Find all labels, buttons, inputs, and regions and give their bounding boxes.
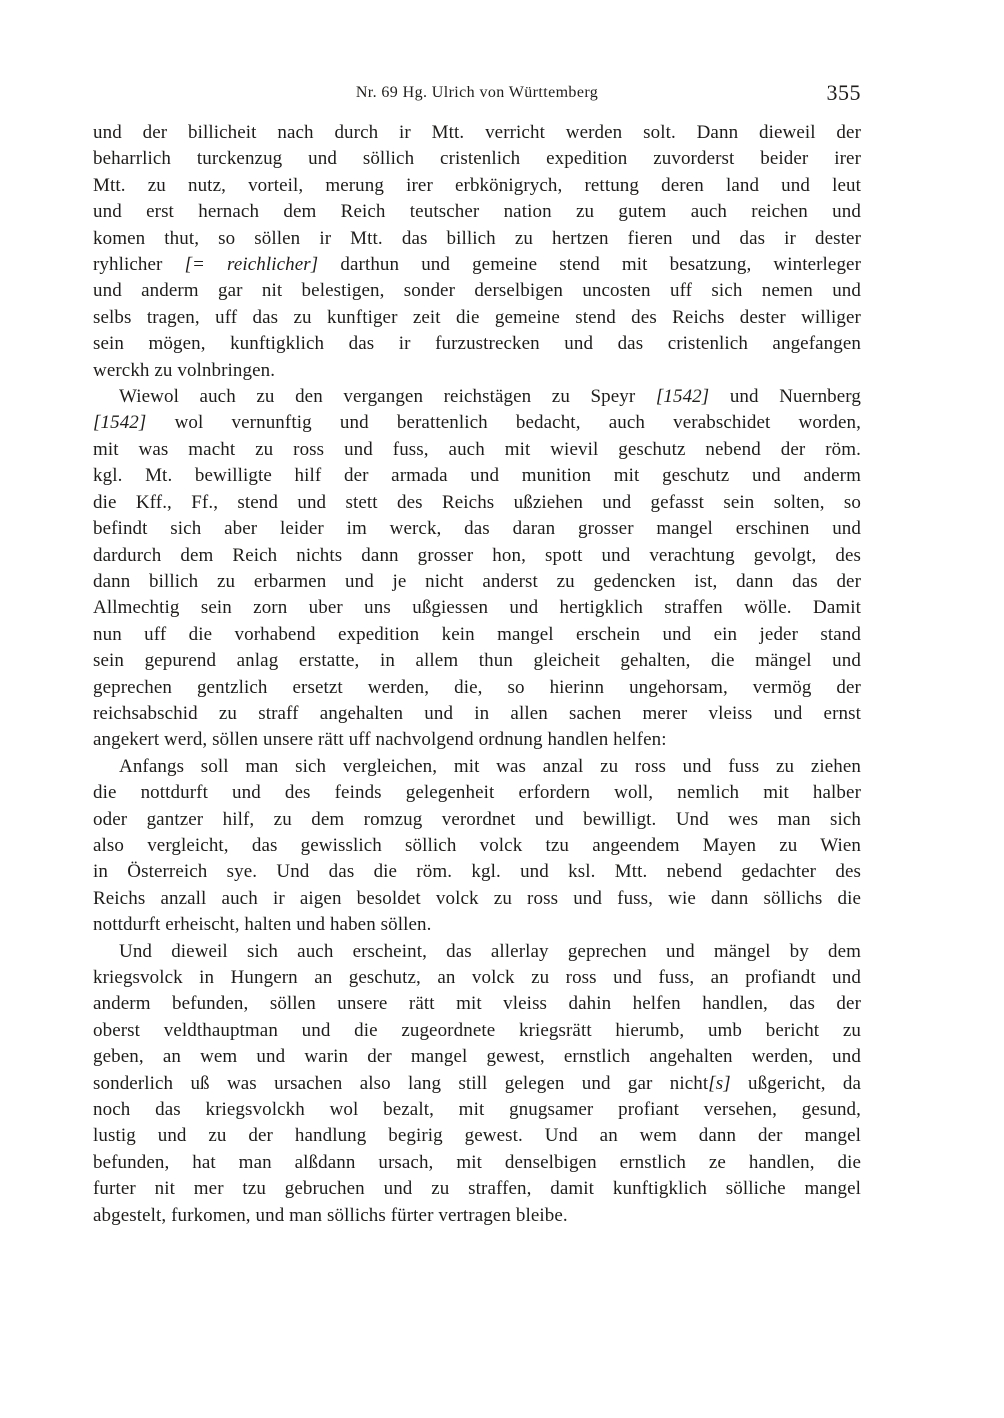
running-title: Nr. 69 Hg. Ulrich von Württemberg	[355, 84, 599, 101]
text-line	[93, 622, 861, 648]
text-run: ußgericht, da	[730, 1072, 861, 1094]
text-run: dann billich zu erbarmen und je nicht anderst zu gedencken ist, dann das der	[93, 570, 861, 592]
paragraph	[93, 754, 861, 939]
text-run: Allmechtig sein zorn uber uns ußgiessen und hertigklich straffen wölle. Damit	[93, 597, 861, 619]
text-line	[93, 1071, 861, 1097]
text-line	[93, 410, 861, 436]
text-line	[93, 358, 861, 384]
text-line	[93, 675, 861, 701]
text-line	[93, 199, 861, 225]
text-line	[93, 543, 861, 569]
text-line	[93, 1018, 861, 1044]
text-run: mit was macht zu ross und fuss, auch mit wievil geschutz nebend der röm.	[93, 438, 861, 460]
paragraph	[93, 384, 861, 754]
text-run: oder gantzer hilf, zu dem romzug verordnet und bewilligt. Und wes man sich	[93, 808, 861, 830]
text-run: wol vernunftig und berattenlich bedacht, auch verabschidet worden,	[146, 412, 861, 434]
editorial-insertion: [= reichlicher]	[184, 254, 319, 276]
page-number: 355	[826, 80, 861, 105]
text-run: kriegsvolck in Hungern an geschutz, an volck zu ross und fuss, an profiandt und	[93, 967, 861, 988]
text-line	[93, 965, 861, 991]
text-line	[93, 1150, 861, 1176]
text-run: die nottdurft und des feinds gelegenheit erfordern woll, nemlich mit halber	[93, 782, 861, 804]
text-line	[93, 780, 861, 806]
text-run: in Österreich sye. Und das die röm. kgl. und ksl. Mtt. nebend gedachter des	[93, 861, 861, 883]
text-line	[93, 754, 861, 780]
text-line	[93, 226, 861, 252]
text-line	[93, 120, 861, 146]
text-line	[93, 648, 861, 674]
text-line	[93, 991, 861, 1017]
text-run: nottdurft erheischt, halten und haben söllen.	[93, 914, 432, 936]
text-line	[93, 1203, 861, 1229]
text-line	[93, 1123, 861, 1149]
text-block	[93, 120, 861, 1229]
text-run: Reichs anzall auch ir aigen besoldet volck zu ross und fuss, wie dann söllichs die	[93, 887, 861, 909]
editorial-insertion: [1542]	[655, 386, 710, 408]
editorial-insertion: [s]	[708, 1072, 731, 1094]
paragraph	[93, 120, 861, 384]
text-line	[93, 463, 861, 489]
page-header	[93, 76, 861, 105]
text-run: anderm befunden, söllen unsere rätt mit vleiss dahin helfen handlen, das der	[93, 993, 861, 1015]
text-run: komen thut, so söllen ir Mtt. das billich zu hertzen fieren und das ir dester	[93, 227, 861, 249]
text-line	[93, 384, 861, 410]
text-line	[93, 569, 861, 595]
text-run: abgestelt, furkomen, und man söllichs fürter vertragen bleibe.	[93, 1204, 568, 1226]
text-run: befunden, hat man alßdann ursach, mit denselbigen ernstlich ze handlen, die	[93, 1151, 861, 1173]
text-run: geben, an wem und warin der mangel gewest, ernstlich angehalten werden, und	[93, 1046, 861, 1068]
editorial-insertion: [1542]	[93, 412, 147, 434]
text-line	[93, 278, 861, 304]
text-line	[93, 1176, 861, 1202]
text-line	[93, 595, 861, 621]
text-line	[93, 886, 861, 912]
text-line	[93, 146, 861, 172]
text-run: befindt sich aber leider im werck, das daran grosser mangel erschinen und	[93, 518, 861, 540]
text-run: lustig und zu der handlung begirig gewest. Und an wem dann der mangel	[93, 1125, 861, 1147]
text-run: nun uff die vorhabend expedition kein mangel erschein und ein jeder stand	[93, 623, 861, 645]
text-line	[93, 252, 861, 278]
text-line	[93, 1097, 861, 1123]
text-run: noch das kriegsvolckh wol bezalt, mit gnugsamer profiant versehen, gesund,	[93, 1099, 861, 1121]
text-run: Und dieweil sich auch erscheint, das allerlay geprechen und mängel by dem	[119, 940, 861, 962]
text-line	[93, 701, 861, 727]
paragraph	[93, 939, 861, 1229]
text-run: die Kff., Ff., stend und stett des Reichs ußziehen und gefasst sein solten, so	[93, 491, 861, 513]
text-line	[93, 939, 861, 965]
text-line	[93, 305, 861, 331]
text-run: und erst hernach dem Reich teutscher nation zu gutem auch reichen und	[93, 201, 861, 223]
text-line	[93, 727, 861, 753]
text-run: und anderm gar nit belestigen, sonder derselbigen uncosten uff sich nemen und	[93, 280, 861, 302]
text-line	[93, 437, 861, 463]
text-run: kgl. Mt. bewilligte hilf der armada und munition mit geschutz und anderm	[93, 465, 861, 487]
text-run: geprechen gentzlich ersetzt werden, die, so hierinn ungehorsam, vermög der	[93, 676, 861, 698]
text-run: Anfangs soll man sich vergleichen, mit was anzal zu ross und fuss zu ziehen	[119, 755, 861, 777]
text-run: reichsabschid zu straff angehalten und in allen sachen merer vleiss und ernst	[93, 702, 861, 724]
text-run: selbs tragen, uff das zu kunftiger zeit die gemeine stend des Reichs dester williger	[93, 306, 861, 328]
text-run: und der billicheit nach durch ir Mtt. verricht werden solt. Dann dieweil der	[93, 122, 861, 143]
text-run: sein gepurend anlag erstatte, in allem thun gleicheit gehalten, die mängel und	[93, 650, 861, 672]
text-line	[93, 331, 861, 357]
text-run: oberst veldthauptman und die zugeordnete kriegsrätt hierumb, umb bericht zu	[93, 1019, 861, 1041]
text-run: ryhlicher	[93, 254, 185, 276]
text-run: Mtt. zu nutz, vorteil, merung irer erbkönigrych, rettung deren land und leut	[93, 174, 861, 196]
text-line	[93, 1044, 861, 1070]
text-run: sonderlich uß was ursachen also lang still gelegen und gar nicht	[93, 1072, 709, 1094]
text-run: furter nit mer tzu gebruchen und zu straffen, damit kunftigklich sölliche mangel	[93, 1178, 861, 1200]
text-run: Wiewol auch zu den vergangen reichstägen zu Speyr	[119, 386, 656, 408]
text-line	[93, 833, 861, 859]
text-line	[93, 490, 861, 516]
text-run: und Nuernberg	[709, 386, 861, 408]
text-line	[93, 807, 861, 833]
text-run: darthun und gemeine stend mit besatzung, winterleger	[318, 254, 862, 276]
text-run: werckh zu volnbringen.	[93, 359, 276, 381]
text-line	[93, 516, 861, 542]
text-line	[93, 912, 861, 938]
text-line	[93, 173, 861, 199]
text-run: angekert werd, söllen unsere rätt uff nachvolgend ordnung handlen helfen:	[93, 729, 667, 751]
text-run: beharrlich turckenzug und söllich cristenlich expedition zuvorderst beider irer	[93, 148, 861, 170]
text-run: dardurch dem Reich nichts dann grosser hon, spott und verachtung gevolgt, des	[93, 544, 861, 566]
text-line	[93, 859, 861, 885]
text-run: sein mögen, kunftigklich das ir furzustrecken und das cristenlich angefangen	[93, 333, 861, 355]
text-run: also vergleicht, das gewisslich söllich volck tzu angeendem Mayen zu Wien	[93, 834, 861, 856]
